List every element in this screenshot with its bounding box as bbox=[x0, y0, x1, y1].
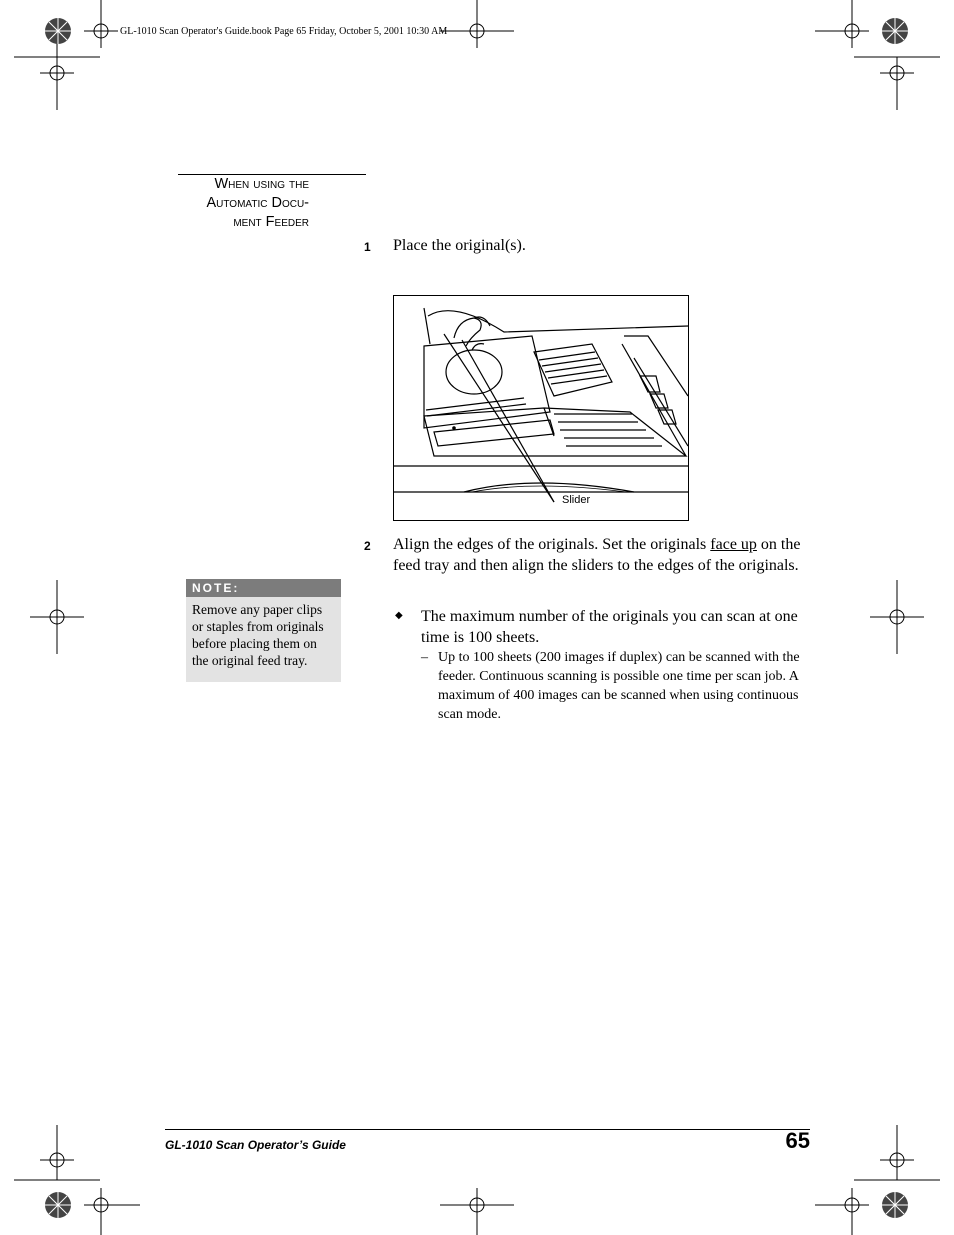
section-heading-line-2: Automatic Docu- bbox=[206, 195, 309, 211]
section-heading-line-3: ment Feeder bbox=[233, 214, 309, 230]
note-body: Remove any paper clips or staples from originals before placing them on the original feed tray. bbox=[192, 602, 324, 668]
bullet-diamond-icon: ◆ bbox=[395, 610, 403, 621]
page-number: 65 bbox=[785, 1128, 810, 1153]
section-heading bbox=[150, 175, 309, 232]
slider-callout: Slider bbox=[562, 494, 591, 506]
step-1-number: 1 bbox=[364, 240, 371, 254]
step-2-text-after: on the feed tray and then align the sliders to the edges of the originals. bbox=[393, 536, 801, 574]
bullet-text: The maximum number of the originals you can scan at one time is 100 sheets. bbox=[421, 608, 798, 646]
print-header: GL-1010 Scan Operator's Guide.book Page 65 Friday, October 5, 2001 10:30 AM bbox=[120, 26, 448, 37]
step-1-text: Place the original(s). bbox=[393, 237, 526, 254]
step-2-text bbox=[393, 534, 813, 576]
feeder-drawing bbox=[394, 296, 688, 520]
note-title: NOTE: bbox=[186, 579, 341, 597]
step-2-number: 2 bbox=[364, 539, 371, 553]
note-box bbox=[186, 579, 341, 682]
face-up-link[interactable]: face up bbox=[710, 536, 757, 553]
subpoint-dash: – bbox=[421, 650, 428, 665]
footer-title: GL-1010 Scan Operator’s Guide bbox=[165, 1138, 346, 1152]
feeder-illustration bbox=[393, 295, 689, 521]
footer-rule bbox=[165, 1129, 810, 1130]
subpoint-text: Up to 100 sheets (200 images if duplex) can be scanned with the feeder. Continuous scanning is possible one time per scan job. A maximum of 400 images can be scanned when using continuous scan mode. bbox=[438, 650, 800, 722]
section-heading-line-1: When using the bbox=[214, 176, 309, 192]
step-2-text-before: Align the edges of the originals. Set the originals bbox=[393, 536, 711, 553]
